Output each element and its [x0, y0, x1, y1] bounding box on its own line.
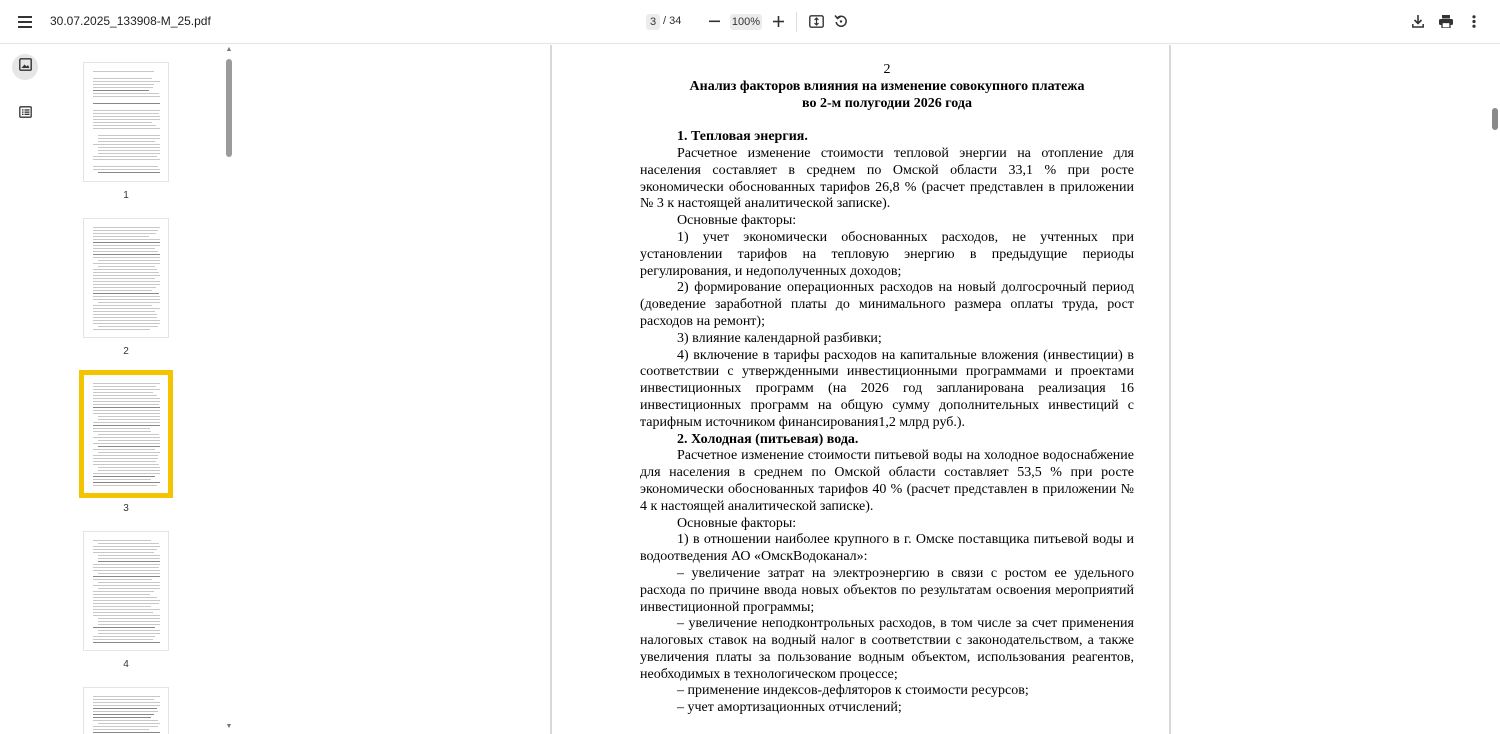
scroll-down-arrow-icon[interactable]: ▼ [225, 723, 233, 730]
toolbar-divider [796, 12, 797, 32]
thumbnail-text-line [93, 159, 160, 160]
paragraph: 3) влияние календарной разбивки; [677, 330, 882, 346]
paragraph: Основные факторы: [677, 213, 797, 229]
thumbnail-text-line [93, 642, 160, 643]
thumbnail-text-line [93, 166, 158, 167]
thumbnail-text-line [98, 621, 160, 622]
thumbnail-text-line [93, 392, 153, 393]
paragraph: 1) в отношении наиболее крупного в г. Омске поставщика питьевой воды и водоотведения АО «ОмскВодоканал»: [640, 532, 1134, 565]
print-button[interactable] [1435, 10, 1457, 32]
thumbnail-text-line [98, 326, 158, 327]
title-line: во 2-м полугодии 2026 года [802, 95, 972, 111]
scroll-up-arrow-icon[interactable]: ▲ [225, 46, 233, 53]
thumbnail-text-line [93, 612, 153, 613]
thumbnails-view-button[interactable] [12, 54, 38, 80]
thumbnail-text-line [93, 576, 160, 577]
thumbnail-text-line [93, 233, 156, 234]
thumbnail-text-line [93, 479, 151, 480]
more-options-button[interactable] [1463, 10, 1485, 32]
page-thumbnail-selected[interactable] [84, 375, 168, 493]
thumbnail-text-line [98, 446, 160, 447]
plus-icon [773, 16, 784, 27]
thumbnail-text-line [93, 78, 152, 79]
minus-icon [709, 16, 720, 27]
thumbnail-text-line [93, 461, 156, 462]
thumbnail-text-line [98, 150, 160, 151]
thumbnail-text-line [98, 588, 160, 589]
thumbnail-text-line [93, 263, 160, 264]
thumbnail-text-line [93, 257, 160, 258]
menu-button[interactable] [12, 9, 38, 35]
thumbnail-text-line [93, 600, 160, 601]
thumbnail-text-line [98, 302, 160, 303]
thumbnail-text-line [93, 144, 160, 145]
thumbnail-text-line [93, 296, 160, 297]
thumbnail-text-line [93, 242, 160, 243]
thumbnail-text-line [93, 449, 155, 450]
thumbnail-text-line [93, 714, 154, 715]
thumbnails-scrollbar-thumb[interactable] [226, 59, 232, 157]
thumbnail-text-line [93, 87, 153, 88]
download-icon [1412, 15, 1424, 28]
thumbnail-text-line [93, 93, 159, 94]
thumbnail-text-line [98, 618, 160, 619]
thumbnail-text-line [93, 636, 155, 637]
thumbnail-text-line [93, 314, 157, 315]
document-viewer[interactable] [234, 45, 1490, 734]
page-thumbnail[interactable] [84, 688, 168, 734]
thumbnail-text-line [93, 323, 160, 324]
thumbnail-text-line [93, 245, 160, 246]
thumbnail-text-line [93, 81, 160, 82]
fit-page-icon [809, 15, 824, 28]
document-scrollbar-thumb[interactable] [1492, 108, 1498, 130]
thumbnail-text-line [93, 84, 154, 85]
thumbnail-text-line [93, 696, 160, 697]
thumbnail-text-line [93, 395, 157, 396]
title-line: Анализ факторов влияния на изменение совокупного платежа [689, 78, 1085, 94]
thumbnail-text-line [93, 293, 159, 294]
section-heading: 1. Тепловая энергия. [677, 129, 808, 145]
page-thumbnail[interactable] [84, 532, 168, 650]
fit-page-button[interactable] [805, 10, 827, 32]
thumbnail-text-line [98, 630, 160, 631]
zoom-out-button[interactable] [703, 10, 725, 32]
outline-icon [19, 105, 32, 123]
thumbnail-text-line [93, 609, 160, 610]
toolbar [0, 0, 1500, 44]
thumbnail-text-line [93, 726, 158, 727]
thumbnail-text-line [98, 419, 160, 420]
thumbnail-text-line [93, 540, 151, 541]
thumbnail-text-line [93, 720, 158, 721]
thumbnail-text-line [93, 422, 160, 423]
thumbnail-text-line [93, 485, 157, 486]
thumbnail-text-line [93, 96, 160, 97]
thumbnail-text-line [93, 248, 155, 249]
thumbnail-text-line [93, 272, 159, 273]
thumbnail-text-line [93, 729, 149, 730]
thumbnail-text-line [93, 320, 160, 321]
thumbnail-text-line [93, 711, 158, 712]
thumbnail-text-line [93, 594, 150, 595]
thumbnail-text-line [93, 116, 160, 117]
thumbnail-label: 1 [123, 190, 129, 201]
thumbnails-panel [50, 45, 234, 734]
thumbnail-text-line [98, 172, 160, 173]
paragraph: Расчетное изменение стоимости тепловой энергии на отопление для населения составляет в среднем по Омской области 33,1 % при росте экономически обоснованных тарифов 26,8 % (расчет представлен в приложении № 3 к настоящей аналитической записке). [640, 145, 1134, 212]
thumbnail-text-line [93, 597, 157, 598]
thumbnail-text-line [93, 401, 160, 402]
thumbnail-text-line [93, 284, 160, 285]
thumbnail-text-line [93, 281, 160, 282]
thumbnail-text-line [93, 603, 159, 604]
thumbnail-text-line [93, 705, 160, 706]
thumbnail-text-line [98, 135, 160, 136]
spacer [640, 112, 1134, 129]
thumbnail-text-line [93, 413, 160, 414]
thumbnail-text-line [93, 546, 160, 547]
thumbnail-text-line [93, 699, 154, 700]
thumbnail-text-line [93, 627, 155, 628]
outline-view-button[interactable] [12, 101, 38, 127]
thumbnail-text-line [93, 287, 156, 288]
more-vertical-icon [1472, 15, 1476, 28]
thumbnail-label: 3 [123, 503, 129, 514]
thumbnail-text-line [93, 125, 156, 126]
thumbnail-text-line [93, 702, 160, 703]
paragraph: 1) учет экономически обоснованных расходов, не учтенных при установлении тарифов на тепловую энергию в предыдущие периоды регулирования, и недополученных доходов; [640, 229, 1134, 279]
thumbnail-text-line [93, 579, 152, 580]
thumbnail-text-line [93, 476, 155, 477]
paragraph: – увеличение затрат на электроэнергию в связи с ростом ее удельного расхода по причине ввода новых объектов по результатам освоения мероприятий инвестиционной программы; [640, 565, 1134, 615]
thumbnail-text-line [93, 389, 160, 390]
thumbnail-text-line [93, 552, 154, 553]
thumbnail-text-line [93, 308, 160, 309]
thumbnail-text-line [93, 278, 155, 279]
page-thumbnail[interactable] [84, 219, 168, 337]
thumbnail-text-line [93, 473, 160, 474]
thumbnail-text-line [93, 230, 158, 231]
paragraph: 4) включение в тарифы расходов на капитальные вложения (инвестиции) в соответствии с утвержденными инвестиционными программами и проектами инвестиционных программ (на 2026 год запланирована реализация 16 инвестиционных программ на общую сумму дополнительных инвестиций с тарифным источником финансирования1,2 млрд руб.). [640, 347, 1134, 430]
thumbnail-text-line [98, 266, 155, 267]
document-page [550, 45, 1171, 734]
print-icon [1439, 15, 1453, 28]
thumbnail-text-line [93, 464, 159, 465]
thumbnail-text-line [93, 113, 159, 114]
thumbnail-text-line [93, 275, 160, 276]
zoom-level-input[interactable]: 100% [731, 16, 761, 28]
thumbnail-text-line [93, 236, 149, 237]
thumbnail-text-line [98, 153, 160, 154]
thumbnail-text-line [93, 437, 160, 438]
thumbnail-text-line [98, 633, 160, 634]
page-thumbnail[interactable] [84, 63, 168, 181]
thumbnail-text-line [93, 443, 160, 444]
thumbnail-text-line [93, 305, 152, 306]
thumbnail-text-line [98, 141, 155, 142]
thumbnail-text-line [98, 440, 160, 441]
thumbnail-text-line [93, 386, 156, 387]
thumbnail-text-line [93, 119, 160, 120]
thumbnail-text-line [93, 482, 160, 483]
thumbnail-text-line [98, 467, 160, 468]
thumbnails-icon [19, 58, 32, 76]
thumbnail-text-line [98, 543, 159, 544]
thumbnail-text-line [98, 138, 160, 139]
thumbnail-text-line [93, 606, 151, 607]
thumbnail-text-line [93, 639, 153, 640]
thumbnail-text-line [93, 128, 160, 129]
thumbnail-text-line [93, 269, 157, 270]
thumbnail-text-line [93, 227, 160, 228]
thumbnail-text-line [93, 564, 160, 565]
thumbnail-text-line [93, 458, 158, 459]
rotate-button[interactable] [830, 10, 852, 32]
thumbnail-text-line [93, 455, 158, 456]
paragraph: Расчетное изменение стоимости питьевой воды на холодное водоснабжение для населения в среднем по Омской области составляет 53,5 % при росте экономически обоснованных тарифов 40 % (расчет представлен в приложении № 4 к настоящей аналитической записке). [640, 448, 1134, 514]
thumbnail-text-line [93, 156, 157, 157]
thumbnail-text-line [93, 317, 157, 318]
thumbnail-label: 2 [123, 346, 129, 357]
thumbnail-text-line [93, 404, 159, 405]
paragraph: Основные факторы: [677, 515, 797, 531]
thumbnail-text-line [98, 582, 160, 583]
thumbnail-text-line [93, 110, 160, 111]
thumbnail-text-line [93, 398, 160, 399]
thumbnail-text-line [98, 147, 160, 148]
thumbnail-text-line [98, 452, 160, 453]
thumbnail-text-line [93, 251, 158, 252]
thumbnail-text-line [93, 428, 150, 429]
thumbnail-text-line [93, 425, 160, 426]
thumbnail-text-line [93, 708, 157, 709]
page-number-input[interactable]: 3 [646, 14, 660, 30]
thumbnail-text-line [93, 103, 160, 104]
thumbnail-text-line [93, 431, 151, 432]
thumbnail-text-line [93, 122, 152, 123]
paragraph: – применение индексов-дефляторов к стоимости ресурсов; [677, 683, 1029, 699]
thumbnail-text-line [93, 169, 160, 170]
page-total: / 34 [663, 15, 682, 27]
thumbnail-text-line [93, 239, 160, 240]
thumbnail-text-line [98, 558, 160, 559]
thumbnail-text-line [98, 555, 160, 556]
section-heading: 2. Холодная (питьевая) вода. [677, 431, 859, 447]
thumbnail-text-line [93, 407, 160, 408]
thumbnail-label: 4 [123, 659, 129, 670]
thumbnail-text-line [98, 416, 160, 417]
thumbnail-text-line [98, 561, 160, 562]
paragraph: – учет амортизационных отчислений; [677, 700, 902, 716]
thumbnail-text-line [93, 254, 160, 255]
thumbnail-text-line [93, 383, 160, 384]
thumbnail-text-line [93, 329, 150, 330]
thumbnail-text-line [93, 567, 159, 568]
page-number-text: 2 [883, 62, 891, 77]
thumbnail-text-line [98, 260, 160, 261]
thumbnail-text-line [93, 591, 154, 592]
thumbnail-text-line [98, 573, 160, 574]
thumbnail-text-line [93, 570, 160, 571]
thumbnail-text-line [93, 585, 160, 586]
thumbnail-text-line [93, 299, 160, 300]
download-button[interactable] [1407, 10, 1429, 32]
thumbnail-text-line [98, 470, 160, 471]
thumbnail-text-line [98, 723, 160, 724]
thumbnail-text-line [98, 434, 159, 435]
thumbnail-text-line [93, 549, 157, 550]
file-name: 30.07.2025_133908-M_25.pdf [50, 14, 211, 28]
thumbnail-text-line [93, 71, 154, 72]
rotate-icon [834, 14, 848, 28]
document-title [640, 79, 1134, 113]
thumbnail-text-line [93, 410, 160, 411]
thumbnail-text-line [93, 615, 160, 616]
thumbnail-text-line [93, 90, 149, 91]
zoom-in-button[interactable] [767, 10, 789, 32]
thumbnail-text-line [98, 624, 160, 625]
menu-icon [18, 16, 32, 28]
thumbnail-text-line [93, 290, 152, 291]
page-content [640, 45, 1134, 717]
thumbnail-text-line [93, 311, 155, 312]
paragraph: – увеличение неподконтрольных расходов, в том числе за счет применения налоговых ставок на водный налог в соответствии с законодательством, а также увеличения платы за пользование водным объектом, использования реагентов, необходимых в технологическом процессе; [640, 616, 1134, 682]
thumbnail-text-line [93, 717, 151, 718]
paragraph: 2) формирование операционных расходов на новый долгосрочный период (доведение заработной платы до минимального размера оплаты труда, рост расходов на ремонт); [640, 280, 1134, 329]
thumbnail-text-line [93, 732, 160, 733]
